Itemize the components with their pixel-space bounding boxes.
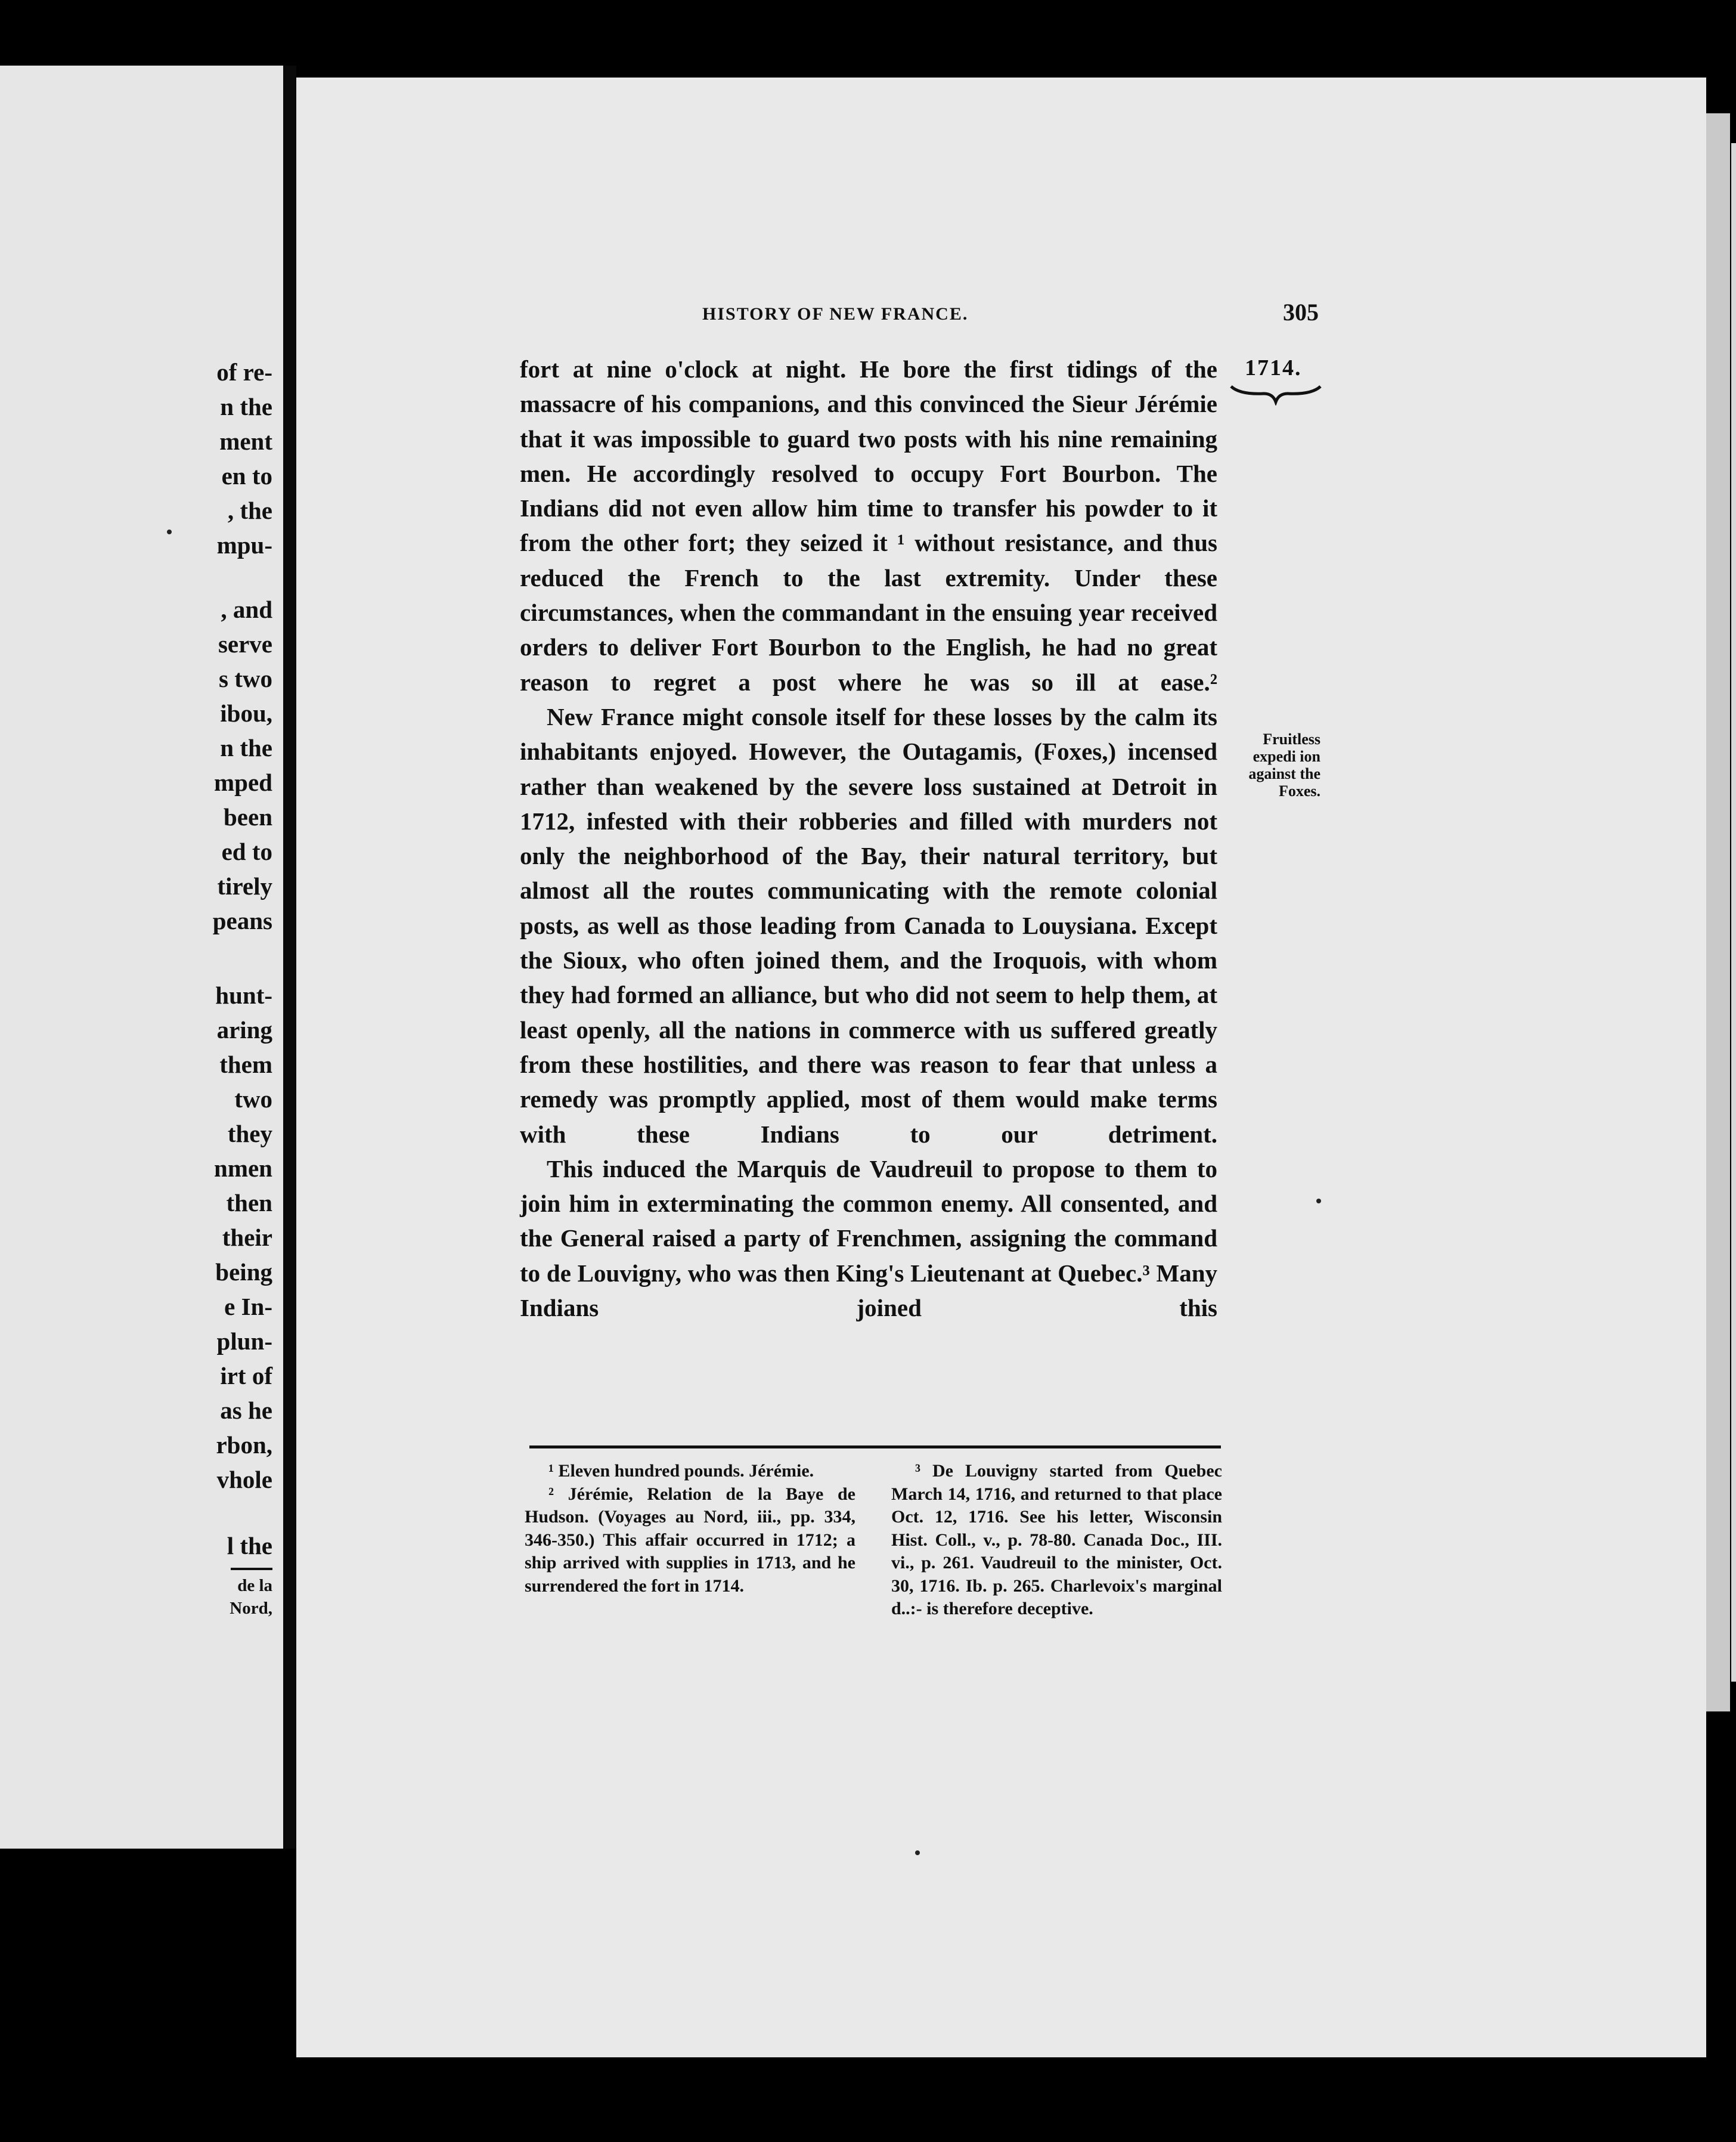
book-gutter — [283, 66, 296, 1849]
left-page-fragment: they — [227, 1120, 272, 1147]
left-page-rule — [231, 1568, 272, 1570]
left-page-fragment: mped — [214, 769, 272, 796]
page-number: 305 — [1283, 299, 1319, 326]
left-page-fragment: being — [215, 1258, 272, 1286]
left-page-fragment: s two — [219, 665, 272, 692]
footnotes-left-column — [525, 1460, 855, 1598]
left-page-fragment: two — [234, 1085, 272, 1113]
left-page-fragment: , the — [227, 497, 272, 524]
speck — [1316, 1199, 1321, 1203]
paragraph-2: New France might console itself for these losses by the calm its inhabitants enjoyed. However, the Outagamis, (Foxes,) incensed rather than weakened by the severe loss sustained at Detroit in 1712, infested with their robberies and filled with murders not only the neighborhood of the Bay, their natural territory, but almost all the routes communicating with the remote colonial posts, as well as those leading from Canada to Louysiana. Except the Sioux, who often joined them, and the Iroquois, with whom they had formed an alliance, but who did not seem to help them, at least openly, all the nations in commerce with us suffered greatly from these hostilities, and there was reason to fear that unless a remedy was promptly applied, most of them would make terms with these Indians to our detriment. — [520, 702, 1217, 1148]
left-page — [0, 66, 283, 1849]
left-page-fragment: as he — [220, 1397, 272, 1424]
left-page-footnote-fragment: de la — [237, 1576, 272, 1595]
left-page-fragment: l the — [227, 1532, 272, 1559]
footnote-rule — [529, 1445, 1221, 1448]
footnote-2: ² Jérémie, Relation de la Baye de Hudson. (Voyages au Nord, iii., pp. 334, 346-350.) This affair occurred in 1712; a ship arrived with supplies in 1713, and he surrendered the fort in 1714. — [525, 1484, 855, 1596]
left-page-fragment: nmen — [214, 1154, 272, 1182]
left-page-fragment: their — [222, 1224, 272, 1251]
margin-year: 1714. — [1245, 355, 1302, 380]
left-page-fragment: en to — [221, 462, 272, 490]
left-page-fragment: mpu- — [216, 531, 272, 559]
left-page-fragment: e In- — [224, 1293, 272, 1320]
left-page-fragment: plun- — [216, 1327, 272, 1355]
paragraph-1: fort at nine o'clock at night. He bore the first tidings of the massacre of his companions, and this convinced the Sieur Jérémie that it was impossible to guard two posts with his nine remaining men. He accordingly resolved to occupy Fort Bourbon. The Indians did not even allow him time to transfer his powder to it from the other fort; they seized it ¹ without resistance, and thus reduced the French to the last extremity. Under these circumstances, when the commandant in the ensuing year received orders to deliver Fort Bourbon to the English, he had no great reason to regret a post where he was so ill at ease.² — [520, 355, 1217, 696]
left-page-fragment: of re- — [216, 358, 272, 386]
left-page-fragment: aring — [216, 1016, 272, 1044]
page-edge — [1706, 113, 1730, 1711]
footnote-1: ¹ Eleven hundred pounds. Jérémie. — [548, 1461, 814, 1481]
left-page-fragment: irt of — [220, 1362, 272, 1389]
left-page-fragment: n the — [220, 393, 272, 420]
left-page-fragment: them — [219, 1051, 272, 1078]
footnotes-right-column — [891, 1460, 1222, 1621]
left-page-fragment: peans — [212, 907, 272, 934]
left-page-fragment: ed to — [221, 838, 272, 865]
left-page-footnote-fragment: Nord, — [230, 1599, 272, 1618]
speck — [915, 1850, 920, 1855]
left-page-fragment: , and — [221, 596, 272, 623]
left-page-fragment: serve — [218, 630, 272, 658]
left-page-fragment: been — [224, 803, 272, 831]
margin-note: Fruitless expedi ion against the Foxes. — [1248, 730, 1320, 800]
left-page-fragment: ibou, — [220, 699, 272, 727]
left-page-fragment: vhole — [216, 1466, 272, 1493]
main-text — [520, 352, 1217, 1325]
running-title: HISTORY OF NEW FRANCE. — [702, 304, 969, 324]
left-page-fragment: tirely — [217, 872, 272, 900]
left-page-fragment: n the — [220, 734, 272, 762]
page-edge-back — [1731, 143, 1736, 1682]
speck — [167, 530, 172, 534]
left-page-fragment: then — [226, 1189, 272, 1217]
paragraph-3: This induced the Marquis de Vaudreuil to propose to them to join him in exterminating the common enemy. All consented, and the General raised a party of Frenchmen, assigning the command to de Louvigny, who was then King's Lieutenant at Quebec.³ Many Indians joined this — [520, 1154, 1217, 1322]
left-page-fragment: hunt- — [215, 982, 272, 1009]
left-page-fragment: ment — [219, 428, 272, 455]
footnote-3: ³ De Louvigny started from Quebec March 14, 1716, and returned to that place Oct. 12, 1716. See his letter, Wisconsin Hist. Coll., v., p. 78-80. Canada Doc., III. vi., p. 261. Vaudreuil to the minister, Oct. 30, 1716. Ib. p. 265. Charlevoix's marginal d..:- is therefore deceptive. — [891, 1461, 1222, 1618]
brace-icon — [1228, 382, 1323, 406]
left-page-fragment: rbon, — [216, 1431, 272, 1459]
